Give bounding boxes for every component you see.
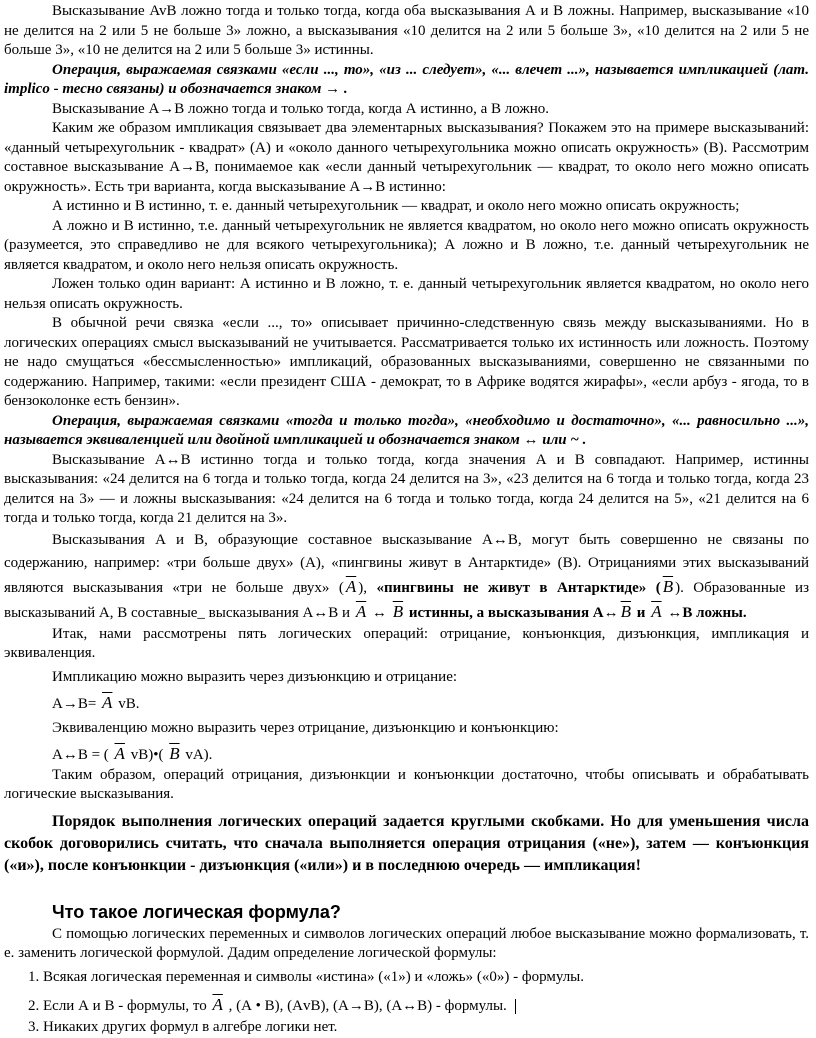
- list-item: 3. Никаких других формул в алгебре логики нет.: [28, 1019, 338, 1035]
- negated-a-symbol: $\overline{A}$: [345, 576, 357, 596]
- negated-a-symbol: $\overline{A}$: [102, 693, 113, 712]
- negated-b-symbol: $\overline{B}$: [392, 601, 404, 621]
- case-false-only: Ложен только один вариант: А истинно и В ложно, т. е. данный четырехугольник является квадратом, но около него нельзя описать окружность.: [4, 276, 809, 312]
- equivalence-formula: А↔В = ( $\overline{A}$ vB)•( $\overline{B}$ vA).: [52, 744, 213, 763]
- case-false-true: А ложно и В истинно, т.е. данный четырехугольник не является квадратом, но около него можно описать окружность (разумеется, это справедливо не для всякого четырехугольника); А ложно и В ложно, т.е. данный четырехугольник не является квадратом, и около него нельзя описать окружность.: [4, 217, 809, 273]
- negated-a-symbol: $\overline{A}$: [355, 601, 367, 621]
- negated-b-symbol: $\overline{B}$: [662, 576, 674, 596]
- paragraph-five-operations: Итак, нами рассмотрены пять логических операций: отрицание, конъюнкция, дизъюнкция, импликация и эквиваленция.: [4, 625, 809, 661]
- negated-a-symbol: $\overline{A}$: [212, 995, 223, 1014]
- text-cursor: [515, 999, 516, 1014]
- equivalence-expression-label: Эквиваленцию можно выразить через отрицание, дизъюнкцию и конъюнкцию:: [52, 719, 559, 736]
- paragraph-everyday-speech: В обычной речи связка «если ..., то» описывает причинно-следственную связь между высказываниями. Но в логических операциях смысл высказываний не учитывается. Рассматривается только их истинность или ложность. Поэтому не надо смущаться «бессмысленностью» импликаций, образованных высказываниями, совершенно не связанными по содержанию. Например, такими: «если президент США - демократ, то в Африке водятся жирафы», «если арбуз - ягода, то в бензоколонке есть бензин».: [4, 315, 809, 409]
- section-title: Что такое логическая формула?: [52, 901, 341, 922]
- negated-b-symbol: $\overline{B}$: [169, 744, 180, 763]
- negated-b-symbol: $\overline{B}$: [620, 601, 632, 621]
- paragraph-negations: Высказывания А и В, образующие составное высказывание А↔В, могут быть совершенно не связаны по содержанию, например: «три больше двух» (А), «пингвины живут в Антарктиде» (В). Отрицаниями этих высказываний являются высказывания «три не больше двух» ( $\overline{A}$ ), «пингвины не живут в Антарктиде» ( $\overline{B}$ ). Образованные из высказываний А, В составные_ высказывания А↔В и $\overline{A}$ ↔ $\overline{B}$ истинны, а высказывания А↔ $\overline{B}$ и $\overline{A}$ ↔В ложны.: [4, 531, 809, 621]
- equivalence-rule: Высказывание А↔В истинно тогда и только тогда, когда значения А и В совпадают. Например, истинны высказывания: «24 делится на 6 тогда и только тогда, когда 24 делится на 3», «23 делится на 6 тогда и только тогда, когда 23 делится на 3» — и ложны высказывания: «24 делится на 6 тогда и только тогда, когда 24 делится на 5», «21 делится на 6 тогда и только тогда, когда 21 делится на 3».: [4, 451, 809, 526]
- case-true-true: А истинно и В истинно, т. е. данный четырехугольник — квадрат, и около него можно описать окружность;: [52, 198, 740, 214]
- negation-b-text: «пингвины не живут в Антарктиде» ( $\overline{B}$: [376, 576, 674, 596]
- paragraph-sufficiency: Таким образом, операций отрицания, дизъюнкции и конъюнкции достаточно, чтобы описывать и обрабатывать логические высказывания.: [4, 766, 809, 802]
- implication-rule: Высказывание А→В ложно тогда и только тогда, когда А истинно, а В ложно.: [52, 100, 549, 117]
- paragraph-disjunction-rule: Высказывание AvB ложно тогда и только тогда, когда оба высказывания А и В ложны. Например, высказывание «10 не делится на 2 или 5 не больше 3» ложно, а высказывания «10 делится на 2 или 5 больше 3», «10 делится на 2 или 5 не больше 3», «10 не делится на 2 или 5 больше 3» истинны.: [4, 3, 809, 58]
- negated-a-symbol: $\overline{A}$: [114, 744, 125, 763]
- definition-implication: Операция, выражаемая связками «если ..., то», «из ... следует», «... влечет ...», называется импликацией (лат. implico - тесно связаны) и обозначается знаком → .: [4, 61, 809, 97]
- negated-a-symbol: $\overline{A}$: [651, 601, 662, 621]
- definition-equivalence: Операция, выражаемая связками «тогда и только тогда», «необходимо и достаточно», «... равносильно ...», называется эквиваленцией или двойной импликацией и обозначается знаком ↔ или ~ .: [4, 412, 809, 448]
- list-item: 1. Всякая логическая переменная и символы «истина» («1») и «ложь» («0») - формулы.: [28, 968, 585, 985]
- implication-formula: $А\to В= \overline{A}$ vB.: [52, 693, 140, 712]
- paragraph-implication-example: Каким же образом импликация связывает два элементарных высказывания? Покажем это на примере высказываний: «данный четырехугольник - квадрат» (А) и «около данного четырехугольника можно описать окружность» (В). Рассмотрим составное высказывание А→В, понимаемое как «если данный четырехугольник — квадрат, то около него можно описать окружность». Есть три варианта, когда высказывание А→В истинно:: [4, 120, 809, 195]
- implication-expression-label: Импликацию можно выразить через дизъюнкцию и отрицание:: [52, 668, 458, 685]
- formula-intro: С помощью логических переменных и символов логических операций любое высказывание можно формализовать, т. е. заменить логической формулой. Дадим определение логической формулы:: [4, 925, 809, 961]
- list-item: 2. Если А и В - формулы, то $\overline{A}$ , (А • В), (АvВ), (А→В), (А↔В) - формулы.: [4, 993, 809, 1018]
- operation-order-rule: Порядок выполнения логических операций задается круглыми скобками. Но для уменьшения числа скобок договорились считать, что сначала выполняется операция отрицания («не»), затем — конъюнкция («и»), после конъюнкции - дизъюнкция («или») и в последнюю очередь — импликация!: [4, 812, 809, 874]
